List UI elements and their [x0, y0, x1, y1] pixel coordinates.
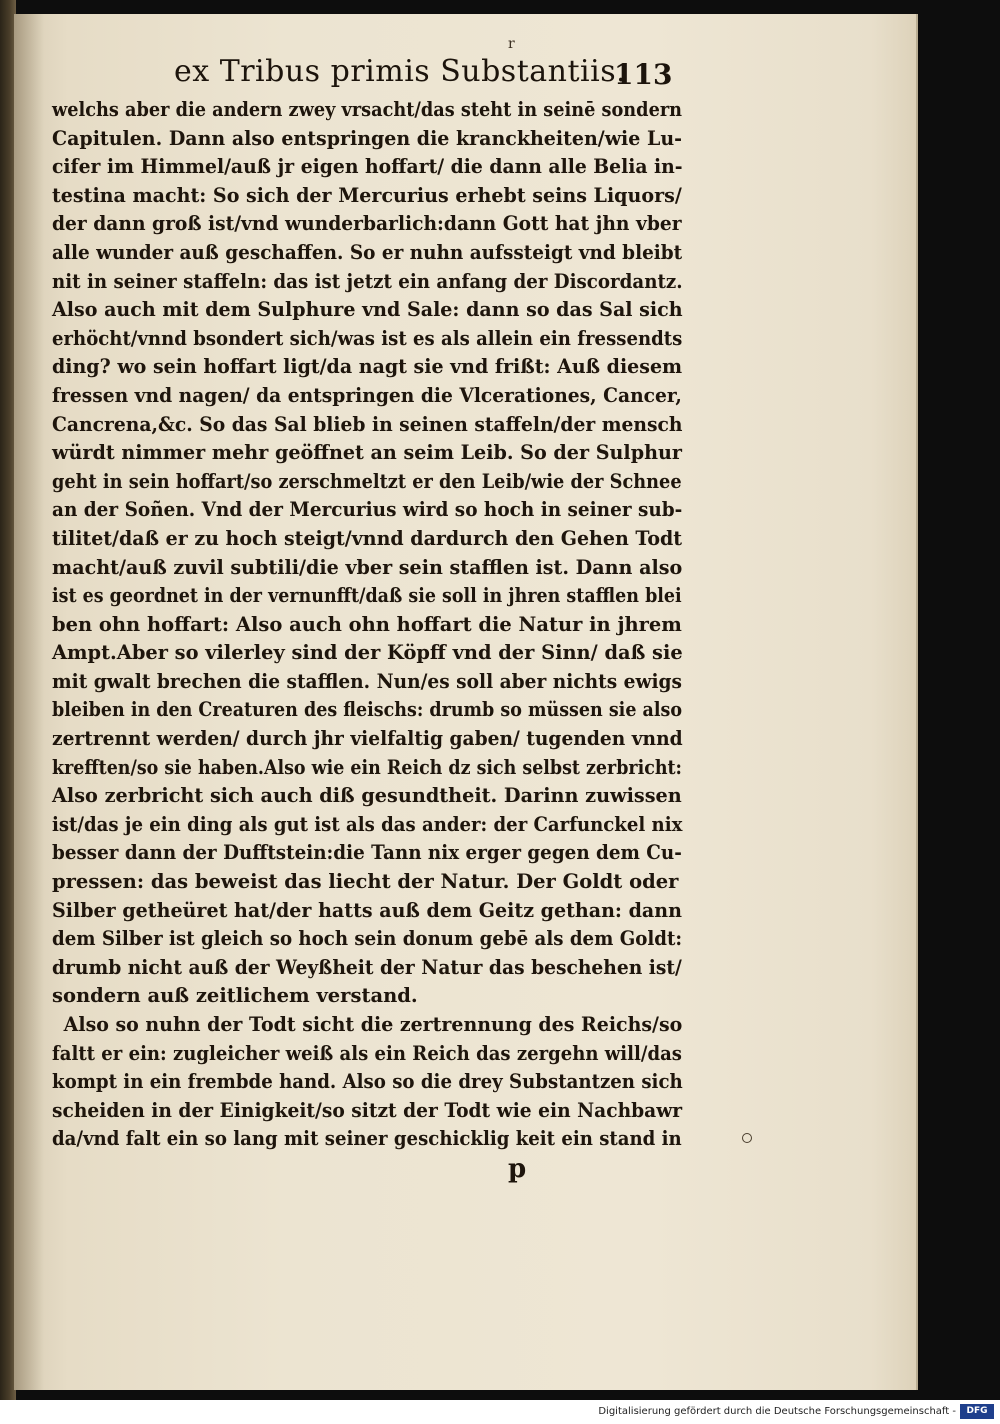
text-line: cifer im Himmel/auß jr eigen hoffart/ die dann alle Belia in- — [52, 155, 683, 179]
margin-circle-mark — [742, 1133, 752, 1143]
text-line: scheiden in der Einigkeit/so sitzt der Todt wie ein Nachbawr — [52, 1098, 683, 1122]
text-line: dem Silber ist gleich so hoch sein donum gebē als dem Goldt: — [52, 927, 683, 951]
text-line: zertrennt werden/ durch jhr vielfaltig gaben/ tugenden vnnd — [52, 727, 683, 751]
text-line: würdt nimmer mehr geöffnet an seim Leib. So der Sulphur — [52, 441, 682, 465]
body-text — [52, 96, 682, 1154]
text-line: Capitulen. Dann also entspringen die kranckheiten/wie Lu- — [52, 126, 683, 150]
page-fold-shadow — [14, 14, 44, 1390]
dfg-logo: DFG — [960, 1404, 994, 1419]
text-line: sondern auß zeitlichem verstand. — [52, 984, 418, 1008]
text-line: Also zerbricht sich auch diß gesundtheit. Darinn zuwissen — [52, 784, 682, 808]
text-line: tilitet/daß er zu hoch steigt/vnnd dardurch den Gehen Todt — [52, 526, 683, 550]
signature-mark: p — [508, 1154, 527, 1184]
text-line: nit in seiner staffeln: das ist jetzt ein anfang der Discordantz. — [52, 269, 683, 293]
text-line: Silber getheüret hat/der hatts auß dem Geitz gethan: dann — [52, 898, 682, 922]
text-line: drumb nicht auß der Weyßheit der Natur das beschehen ist/ — [52, 955, 682, 979]
text-line: ist es geordnet in der vernunfft/daß sie soll in jhren stafflen blei — [52, 584, 682, 608]
text-line: alle wunder auß geschaffen. So er nuhn aufssteigt vnd bleibt — [52, 240, 683, 264]
text-line: Also auch mit dem Sulphure vnd Sale: dann so das Sal sich — [52, 298, 683, 322]
text-line: krefften/so sie haben.Also wie ein Reich dz sich selbst zerbricht: — [52, 755, 682, 779]
paragraph-start-line: Also so nuhn der Todt sicht die zertrennung des Reichs/so — [63, 1013, 683, 1036]
funding-credit: Digitalisierung gefördert durch die Deutsche Forschungsgemeinschaft - — [598, 1406, 956, 1417]
text-line: erhöcht/vnnd bsondert sich/was ist es als allein ein fressendts — [52, 326, 683, 350]
text-line: Ampt.Aber so vilerley sind der Köpff vnd der Sinn/ daß sie — [52, 641, 683, 665]
text-line: kompt in ein frembde hand. Also so die drey Substantzen sich — [52, 1070, 683, 1094]
text-line: mit gwalt brechen die stafflen. Nun/es soll aber nichts ewigs — [52, 669, 682, 693]
text-line: faltt er ein: zugleicher weiß als ein Reich das zergehn will/das — [52, 1041, 682, 1065]
text-line: pressen: das beweist das liecht der Natur. Der Goldt oder — [52, 870, 679, 894]
text-line: Cancrena,&c. So das Sal blieb in seinen staffeln/der mensch — [52, 412, 683, 436]
text-line: da/vnd falt ein so lang mit seiner geschicklig keit ein stand in — [52, 1127, 682, 1151]
text-line: an der Soñen. Vnd der Mercurius wird so hoch in seiner sub- — [52, 498, 683, 522]
text-line: fressen vnd nagen/ da entspringen die Vlcerationes, Cancer, — [52, 383, 682, 407]
page-mark: r — [508, 36, 515, 52]
text-line: bleiben in den Creaturen des fleischs: drumb so müssen sie also — [52, 698, 683, 722]
text-line: geht in sein hoffart/so zerschmeltzt er den Leib/wie der Schnee — [52, 469, 682, 493]
text-line: welchs aber die andern zwey vrsacht/das steht in seinē sondern — [52, 98, 683, 121]
text-line: ding? wo sein hoffart ligt/da nagt sie vnd frißt: Auß diesem — [52, 355, 683, 379]
text-line: besser dann der Dufftstein:die Tann nix erger gegen dem Cu- — [52, 841, 682, 865]
text-line: testina macht: So sich der Mercurius erhebt seins Liquors/ — [52, 183, 682, 207]
text-line: macht/auß zuvil subtili/die vber sein stafflen ist. Dann also — [52, 555, 683, 579]
running-head: ex Tribus primis Substantiis. — [174, 54, 627, 89]
text-line: ist/das je ein ding als gut ist als das ander: der Carfunckel nix — [52, 812, 683, 836]
text-line: der dann groß ist/vnd wunderbarlich:dann Gott hat jhn vber — [52, 212, 682, 236]
folio-number: 113 — [614, 58, 673, 91]
text-line: ben ohn hoffart: Also auch ohn hoffart die Natur in jhrem — [52, 612, 682, 636]
footer-bar — [0, 1400, 1000, 1424]
